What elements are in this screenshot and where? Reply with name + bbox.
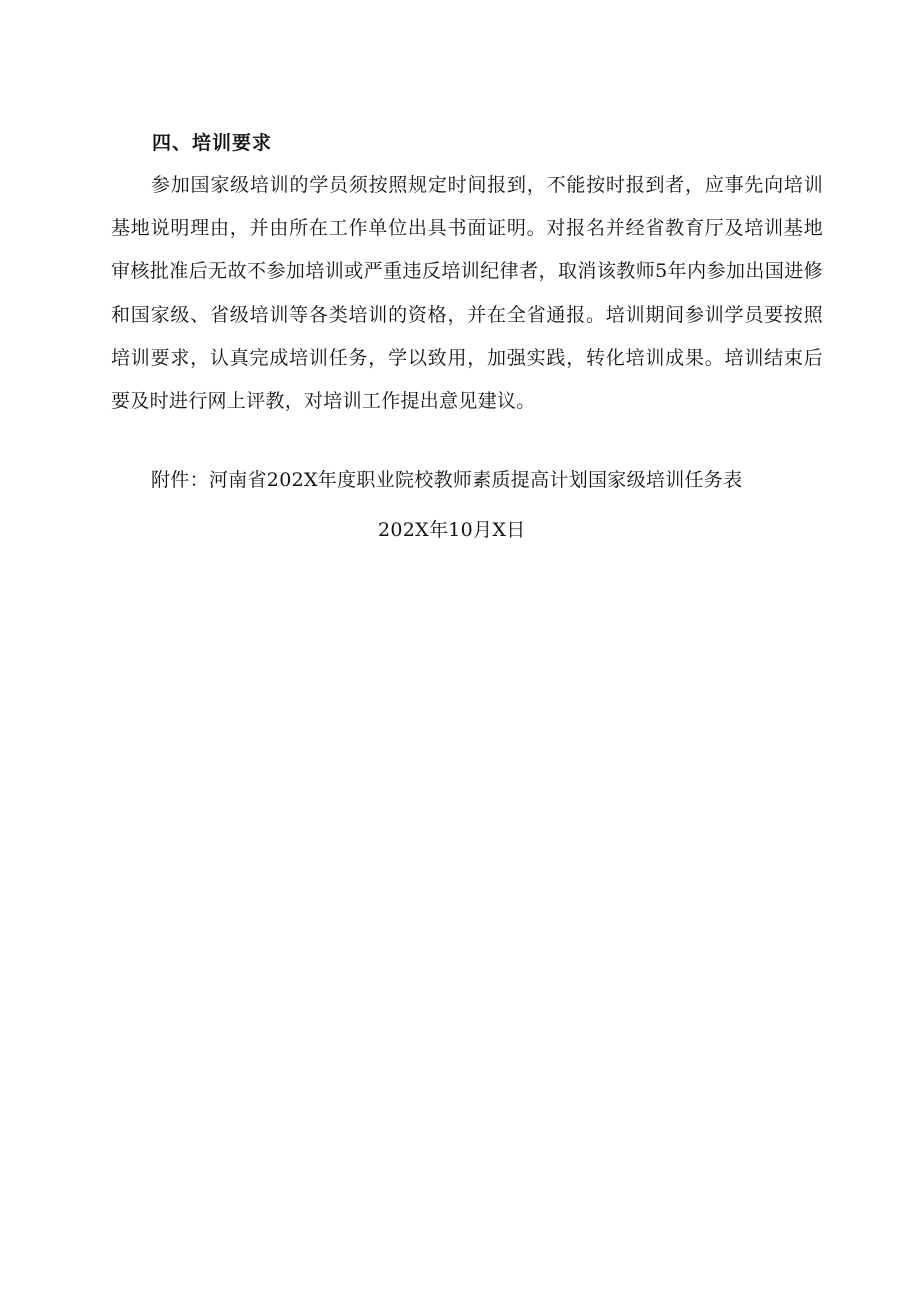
attachment-line: 附件：河南省202X年度职业院校教师素质提高计划国家级培训任务表	[151, 469, 743, 491]
body-paragraph: 参加国家级培训的学员须按照规定时间报到，不能按时报到者，应事先向培训基地说明理由，并由所在工作单位出具书面证明。对报名并经省教育厅及培训基地审核批准后无故不参加培训或严重违反培训纪律者，取消该教师5年内参加出国进修和国家级、省级培训等各类培训的资格，并在全省通报。培训期间参训学员要按照培训要求，认真完成培训任务，学以致用，加强实践，转化培训成果。培训结束后要及时进行网上评教，对培训工作提出意见建议。	[111, 174, 823, 413]
document-date: 202X年10月X日	[378, 519, 526, 541]
section-heading: 四、培训要求	[152, 132, 273, 154]
